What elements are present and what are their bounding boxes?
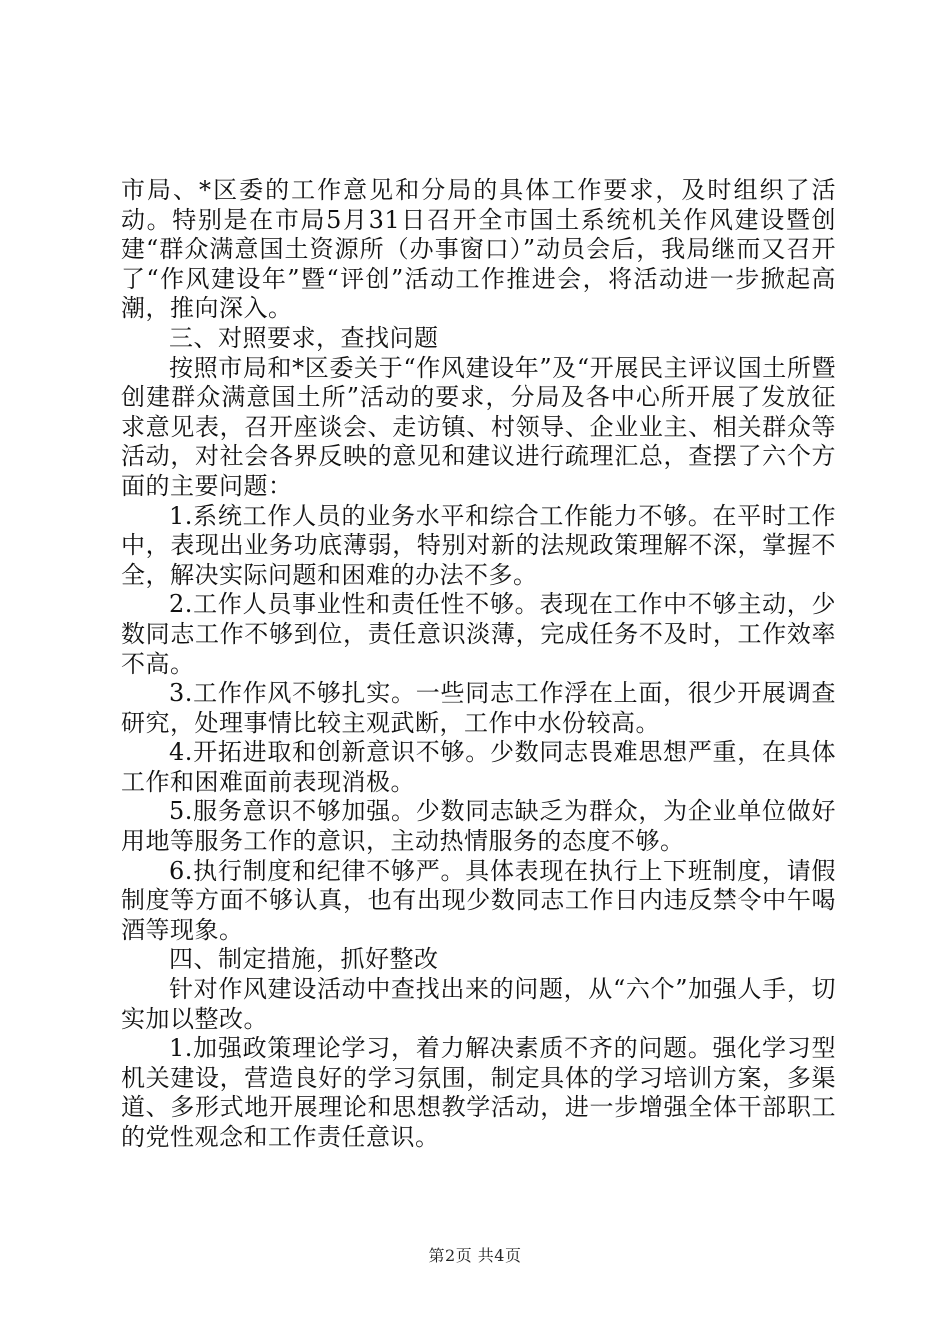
document-body	[121, 176, 836, 1153]
measure-item-1: 1.加强政策理论学习，着力解决素质不齐的问题。强化学习型机关建设，营造良好的学习氛围，制定具体的学习培训方案，多渠道、多形式地开展理论和思想教学活动，进一步增强全体干部职工的党性观念和工作责任意识。	[121, 1034, 836, 1151]
problem-item-2: 2.工作人员事业性和责任性不够。表现在工作中不够主动，少数同志工作不够到位，责任意识淡薄，完成任务不及时，工作效率不高。	[121, 590, 836, 678]
page-number-footer: 第2页 共4页	[428, 1246, 522, 1265]
problem-item-4: 4.开拓进取和创新意识不够。少数同志畏难思想严重，在具体工作和困难面前表现消极。	[121, 738, 836, 796]
problem-item-5: 5.服务意识不够加强。少数同志缺乏为群众，为企业单位做好用地等服务工作的意识，主动热情服务的态度不够。	[121, 797, 836, 856]
section-heading-3: 三、对照要求，查找问题	[169, 323, 439, 352]
problem-item-1: 1.系统工作人员的业务水平和综合工作能力不够。在平时工作中，表现出业务功底薄弱，特别对新的法规政策理解不深，掌握不全，解决实际问题和困难的办法不多。	[121, 501, 836, 589]
problem-item-6: 6.执行制度和纪律不够严。具体表现在执行上下班制度，请假制度等方面不够认真，也有出现少数同志工作日内违反禁令中午喝酒等现象。	[121, 856, 836, 944]
paragraph-continued: 市局、*区委的工作意见和分局的具体工作要求，及时组织了活动。特别是在市局5月31日召开全市国土系统机关作风建设暨创建“群众满意国土资源所（办事窗口）”动员会后，我局继而又召开了“作风建设年”暨“评创”活动工作推进会，将活动进一步掀起高潮，推向深入。	[121, 176, 836, 323]
paragraph-section-3-intro: 按照市局和*区委关于“作风建设年”及“开展民主评议国土所暨创建群众满意国土所”活动的要求，分局及各中心所开展了发放征求意见表，召开座谈会、走访镇、村领导、企业业主、相关群众等活动，对社会各界反映的意见和建议进行疏理汇总，查摆了六个方面的主要问题：	[121, 353, 836, 500]
section-heading-4: 四、制定措施，抓好整改	[169, 945, 439, 974]
paragraph-section-4-intro: 针对作风建设活动中查找出来的问题，从“六个”加强人手，切实加以整改。	[121, 975, 836, 1033]
problem-item-3: 3.工作作风不够扎实。一些同志工作浮在上面，很少开展调查研究，处理事情比较主观武断，工作中水份较高。	[121, 679, 836, 737]
